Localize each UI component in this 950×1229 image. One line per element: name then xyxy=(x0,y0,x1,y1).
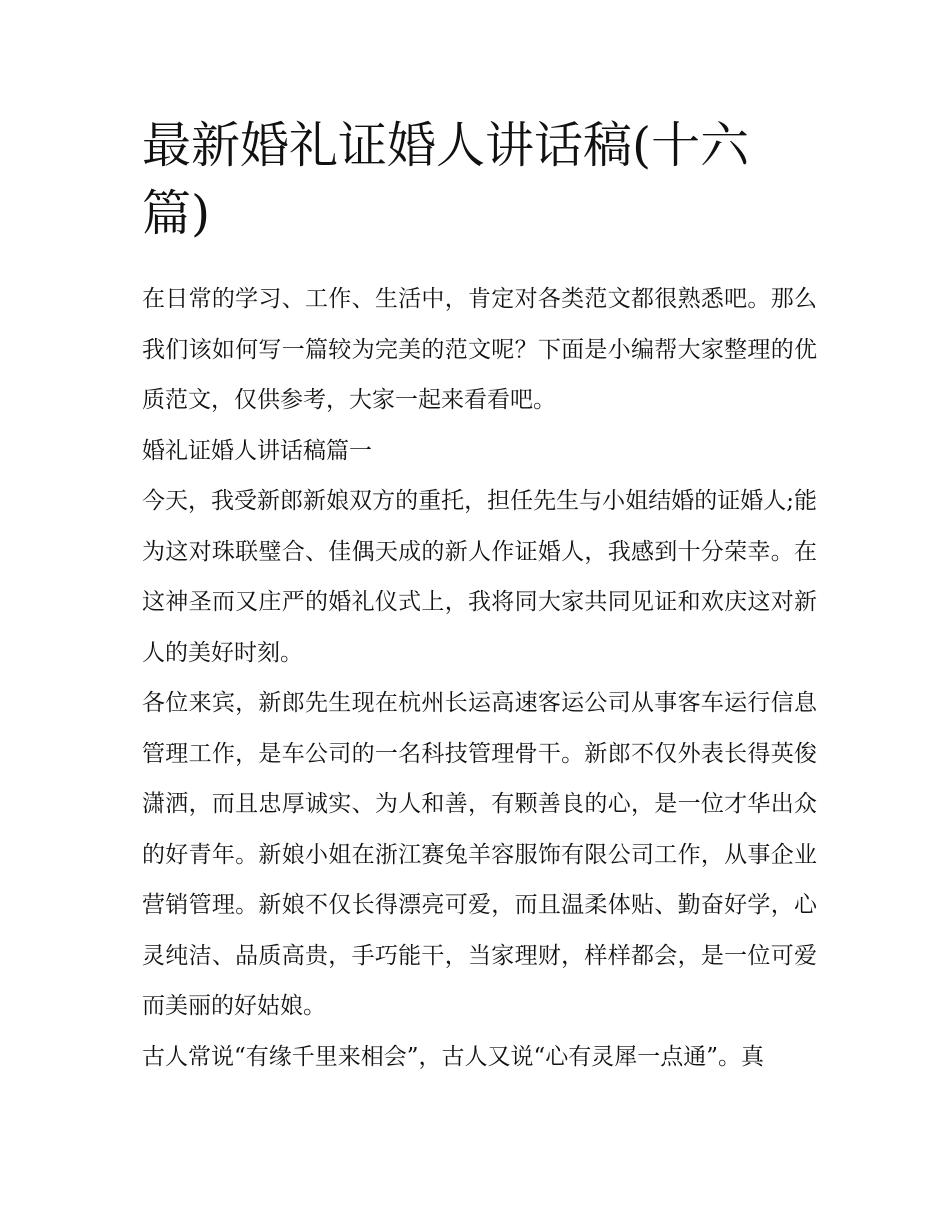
body-paragraph-2: 各位来宾，新郎先生现在杭州长运高速客运公司从事客车运行信息管理工作，是车公司的一名科技管理骨干。新郎不仅外表长得英俊潇洒，而且忠厚诚实、为人和善，有颗善良的心，是一位才华出众的好青年。新娘小姐在浙江赛兔羊容服饰有限公司工作，从事企业营销管理。新娘不仅长得漂亮可爱，而且温柔体贴、勤奋好学，心灵纯洁、品质高贵，手巧能干，当家理财，样样都会，是一位可爱而美丽的好姑娘。 xyxy=(142,690,817,1019)
body-paragraph-3: 古人常说“有缘千里来相会”，古人又说“心有灵犀一点通”。真 xyxy=(142,1043,765,1070)
section-heading: 婚礼证婚人讲话稿篇一 xyxy=(142,437,372,464)
intro-paragraph: 在日常的学习、工作、生活中，肯定对各类范文都很熟悉吧。那么我们该如何写一篇较为完美的范文呢？下面是小编帮大家整理的优质范文，仅供参考，大家一起来看看吧。 xyxy=(142,286,817,413)
document-title: 最新婚礼证婚人讲话稿(十六篇) xyxy=(142,117,750,242)
body-paragraph-1: 今天，我受新郎新娘双方的重托，担任先生与小姐结婚的证婚人;能为这对珠联璧合、佳偶天成的新人作证婚人，我感到十分荣幸。在这神圣而又庄严的婚礼仪式上，我将同大家共同见证和欢庆这对新人的美好时刻。 xyxy=(142,488,817,666)
document-page xyxy=(142,112,817,1082)
